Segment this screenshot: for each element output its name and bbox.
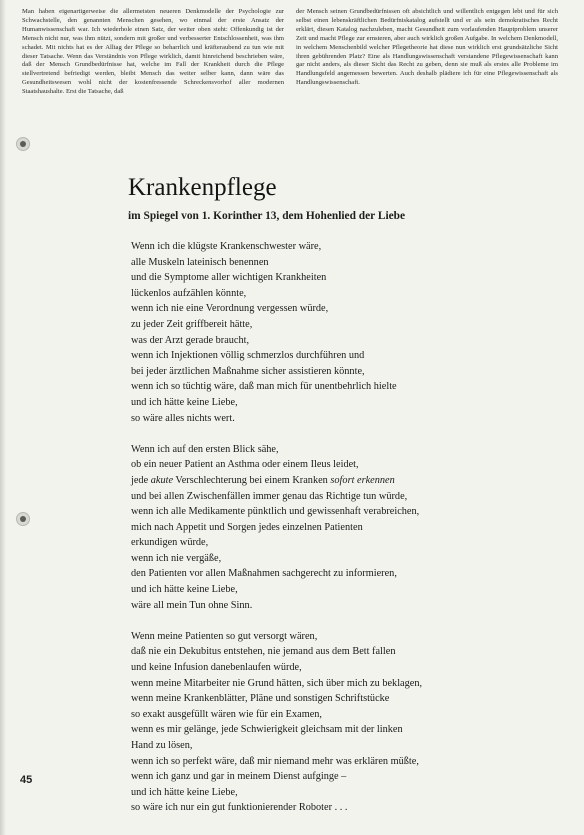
poem-line: wenn ich ganz und gar in meinem Dienst aufginge –	[131, 771, 347, 783]
poem-line: und keine Infusion danebenlaufen würde,	[131, 662, 302, 674]
poem-line: wenn ich Injektionen völlig schmerzlos durchführen und	[131, 350, 365, 362]
poem-line: wäre all mein Tun ohne Sinn.	[131, 599, 253, 611]
poem-line: alle Muskeln lateinisch benennen	[131, 256, 269, 268]
poem-line: wenn ich nie eine Verordnung vergessen würde,	[131, 303, 329, 315]
poem-line: mich nach Appetit und Sorgen jedes einzelnen Patienten	[131, 521, 363, 533]
poem-line: und die Symptome aller wichtigen Krankheiten	[131, 272, 327, 284]
text-column-right	[296, 8, 558, 97]
binder-hole-icon	[16, 137, 30, 151]
binder-hole-icon	[16, 512, 30, 526]
poem-line: den Patienten vor allen Maßnahmen sachgerecht zu informieren,	[131, 568, 397, 580]
continuation-text-columns	[22, 8, 558, 97]
poem-line: wenn meine Krankenblätter, Pläne und sonstigen Schriftstücke	[131, 693, 390, 705]
poem-line: wenn es mir gelänge, jede Schwierigkeit gleichsam mit der linken	[131, 724, 403, 736]
poem-line: so wäre alles nichts wert.	[131, 412, 235, 424]
text-column-left	[22, 8, 284, 97]
poem-line: Wenn ich auf den ersten Blick sähe,	[131, 443, 279, 455]
poem-line: und ich hätte keine Liebe,	[131, 786, 238, 798]
poem-line: so wäre ich nur ein gut funktionierender Roboter . . .	[131, 802, 348, 814]
poem-stanza-1	[131, 239, 571, 426]
poem-line: Hand zu lösen,	[131, 740, 193, 751]
text-paragraph-left: Man haben eigenartigerweise die allermeisten neueren Denkmodelle der Psychologie zur Schwachstelle, den genannten Menschen gesehen, wo einmal der erste Ansatz der Humanwissenschaft war. Ich wiederhole einen Satz, der weiter oben steht: Offenkundig ist der Mensch nicht nur, was ihm nützt, sondern mit großer und verbesserter Entschlossenheit, was ihm schadet. Mit nichts hat es der Alltag der Pflege so beharrlich und kräfteraubend zu tun wie mit dieser Tatsache. Wenn das Verständnis von Pflege wirklich, damit hinreichend beschrieben wäre, daß der Mensch Grundbedürfnisse hat, welche im Fall der Krankheit durch die Pflege stellvertretend befriedigt werden, bleibt Mensch das weiter selber kann, dann wäre das Gesundheitswesen wohl nicht der kostenfressende Schreckensvorhof aller modernen Staatshaushalte. Erst die Tatsache, daß	[22, 8, 284, 96]
poem-line: wenn ich alle Medikamente pünktlich und gewissenhaft verabreichen,	[131, 506, 420, 518]
poem-line: bei jeder ärztlichen Maßnahme sicher assistieren könnte,	[131, 365, 365, 377]
poem-line: Wenn ich die klügste Krankenschwester wäre,	[131, 241, 322, 252]
poem-line: wenn ich so tüchtig wäre, daß man mich für unentbehrlich hielte	[131, 381, 397, 393]
poem-line: und ich hätte keine Liebe,	[131, 584, 238, 596]
text-paragraph-right: der Mensch seinen Grundbedürfnissen oft absichtlich und willentlich entgegen lebt und für sich selbst einen lebenskräftlichen Bedürfniskatalog aufstellt und er als sein demokratisches Recht erklärt, diesen Katalog nachzuleben, macht Gesundheit zum vorlaufenden Hauptproblem unserer Zeit und macht Pflege zur ernsteren, aber auch wirklich großen Aufgabe. In welchem Denkmodell, in welchem Menschenbild welcher Pflegetheorie hat diese nun wirklich erst grundsätzliche Sicht ihren gebührenden Platz? Eine als Handlungswissenschaft verstandene Pflegewissenschaft kann gar nicht anders, als dieser Sicht das Recht zu geben, denn sie muß als erstes alle Probleme im Handlungsfeld angemessen bewerten. Auch deshalb plädiere ich für eine Pflegewissenschaft als Handlungswissenschaft.	[296, 8, 558, 87]
page-number: 45	[20, 774, 33, 786]
poem-line: Wenn meine Patienten so gut versorgt wären,	[131, 630, 318, 642]
poem-line: was der Arzt gerade braucht,	[131, 334, 250, 346]
poem-line: zu jeder Zeit griffbereit hätte,	[131, 318, 253, 330]
poem-line: lückenlos aufzählen könnte,	[131, 287, 247, 299]
poem-line: wenn ich nie vergäße,	[131, 552, 222, 564]
poem-subtitle: im Spiegel von 1. Korinther 13, dem Hohenlied der Liebe	[128, 210, 406, 222]
poem-line: ob ein neuer Patient an Asthma oder einem Ileus leidet,	[131, 459, 359, 471]
poem-line: und ich hätte keine Liebe,	[131, 396, 238, 408]
poem-body	[131, 239, 571, 832]
poem-line: wenn ich so perfekt wäre, daß mir niemand mehr was erklären müßte,	[131, 755, 419, 767]
poem-line: wenn meine Mitarbeiter nie Grund hätten, sich über mich zu beklagen,	[131, 677, 423, 689]
poem-line: erkundigen würde,	[131, 537, 209, 549]
poem-line: jede akute Verschlechterung bei einem Kranken sofort erkennen	[131, 474, 395, 486]
poem-stanza-3	[131, 629, 571, 816]
page-edge-shadow	[0, 0, 6, 835]
poem-line: und bei allen Zwischenfällen immer genau das Richtige tun würde,	[131, 490, 408, 502]
poem-line: so exakt ausgefüllt wären wie für ein Examen,	[131, 708, 322, 720]
poem-line: daß nie ein Dekubitus entstehen, nie jemand aus dem Bett fallen	[131, 646, 396, 658]
poem-title: Krankenpflege	[128, 174, 277, 201]
poem-stanza-2	[131, 442, 571, 614]
